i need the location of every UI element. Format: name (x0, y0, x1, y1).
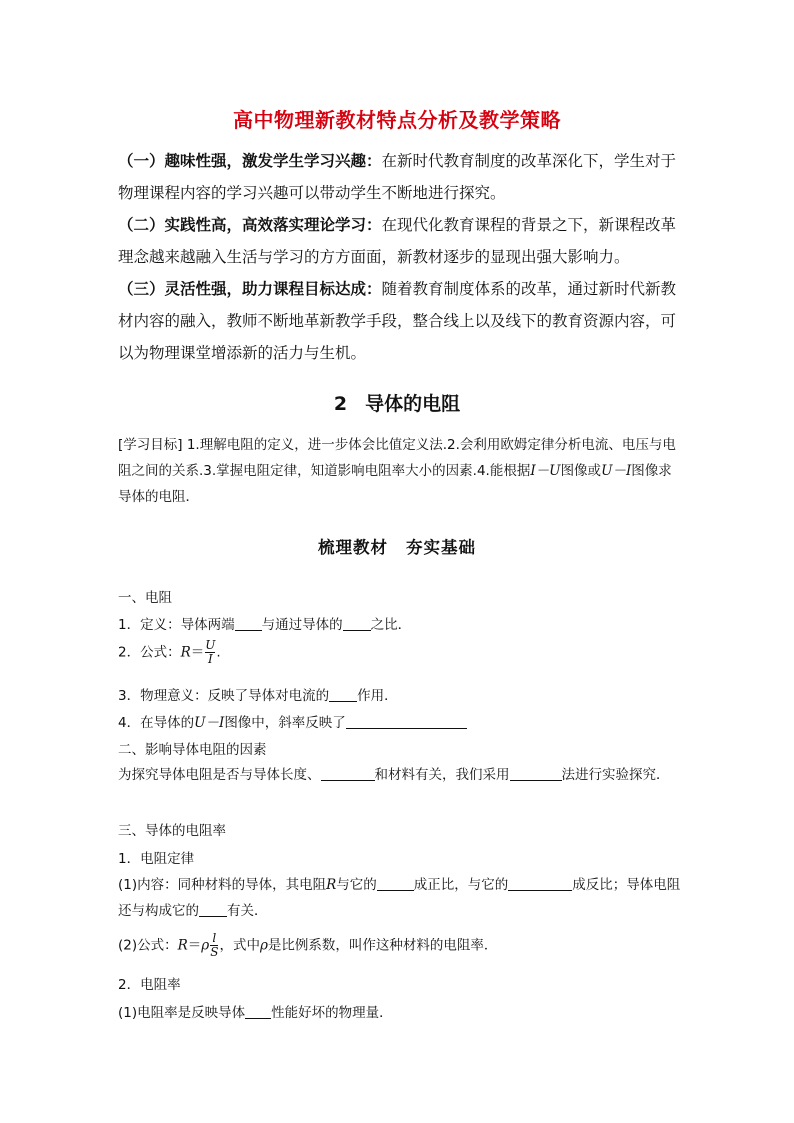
blank (235, 616, 262, 631)
intro-heading-2: （二）实践性高，高效落实理论学习： (118, 216, 382, 234)
item-definition (118, 613, 411, 633)
numerator-l: l (212, 931, 217, 945)
factors-paragraph (118, 762, 682, 788)
blank (199, 902, 227, 917)
meaning-text-a: 3．物理意义：反映了导体对电流的 (118, 688, 330, 704)
equals-sign: ＝ (187, 937, 202, 954)
subsection-title-a: 梳理教材 (318, 538, 388, 557)
item-resistance-law: 1．电阻定律 (118, 851, 195, 867)
definition-text-b: 与通过导体的 (261, 617, 343, 633)
item-physical-meaning (118, 684, 398, 704)
law-text-d: 成反比；导体电阻还与构成它的 (118, 877, 681, 919)
denominator-i: I (205, 652, 215, 666)
law-text-b: 与它的 (336, 877, 377, 893)
blank (377, 876, 414, 891)
definition-text-a: 1．定义：导体两端 (118, 617, 235, 633)
item-resistivity: 2．电阻率 (118, 977, 181, 993)
law-formula-text-b: 是比例系数，叫作这种材料的电阻率． (267, 937, 498, 954)
item-formula (118, 639, 221, 666)
item-resistivity-meaning (118, 1001, 393, 1021)
goals-end: 图像求导体的电阻． (118, 463, 672, 505)
resistivity-text-a: (1)电阻率是反映导体 (118, 1005, 246, 1021)
blank (245, 1004, 271, 1019)
intro-heading-3: （三）灵活性强，助力课程目标达成： (118, 280, 382, 298)
symbol-rho: ρ (201, 937, 210, 954)
heading-resistivity: 三、导体的电阻率 (118, 823, 226, 839)
factors-text-b: 和材料有关，我们采用 (374, 767, 510, 783)
law-text-a: (1)内容：同种材料的导体，其电阻 (118, 877, 327, 893)
meaning-text-b: 作用． (357, 688, 398, 704)
symbol-r: R (177, 937, 188, 954)
denominator-s: S (210, 945, 219, 959)
subsection-heading (0, 534, 794, 558)
goals-mid: 图像或 (560, 463, 602, 479)
blank (321, 766, 375, 781)
blank (510, 766, 562, 781)
fraction-u-over-i (205, 639, 215, 666)
law-content-paragraph (118, 872, 682, 924)
equals-sign: ＝ (190, 644, 205, 661)
intro-paragraph-1 (118, 145, 680, 209)
section-heading (0, 389, 794, 416)
learning-goals (118, 432, 682, 510)
law-text-e: 有关． (227, 903, 268, 919)
page-title: 高中物理新教材特点分析及教学策略 (233, 108, 561, 132)
intro-text-2: 在现代化教育课程的背景之下，新课程改革理念越来越融入生活与学习的方方面面，新教材逐步的显现出强大影响力。 (118, 216, 677, 266)
iu-symbol: I－U (530, 463, 561, 479)
factors-text-c: 法进行实验探究． (561, 767, 670, 783)
heading-resistance: 一、电阻 (118, 590, 172, 606)
formula-period: . (216, 644, 221, 661)
slope-text-a: 4．在导体的 (118, 715, 195, 731)
item-slope (118, 711, 467, 731)
slope-text-b: 图像中，斜率反映了 (224, 715, 346, 731)
ui-symbol: U－I (194, 715, 225, 731)
subsection-title-b: 夯实基础 (406, 538, 476, 557)
ui-symbol: U－I (601, 463, 632, 479)
intro-paragraph-2 (118, 209, 680, 273)
blank (343, 616, 371, 631)
blank (329, 687, 357, 702)
law-formula-text-a: ，式中 (219, 937, 260, 954)
blank (346, 714, 467, 729)
numerator-u: U (205, 638, 216, 652)
formula-label: 2．公式： (118, 644, 181, 661)
intro-heading-1: （一）趣味性强，激发学生学习兴趣： (118, 152, 382, 170)
resistivity-text-b: 性能好坏的物理量． (271, 1005, 393, 1021)
blank (508, 876, 572, 891)
definition-text-c: 之比． (370, 617, 412, 633)
symbol-r: R (326, 877, 337, 893)
item-law-formula (118, 932, 497, 959)
intro-text-1: 在新时代教育制度的改革深化下，学生对于物理课程内容的学习兴趣可以带动学生不断地进行探究。 (118, 152, 677, 202)
goals-label: [学习目标] (118, 437, 183, 453)
intro-paragraph-3 (118, 273, 680, 369)
factors-text-a: 为探究导体电阻是否与导体长度、 (118, 767, 321, 783)
section-title: 导体的电阻 (365, 393, 461, 415)
law-formula-label: (2)公式： (118, 937, 178, 954)
law-text-c: 成正比，与它的 (413, 877, 509, 893)
goals-text: 1.理解电阻的定义，进一步体会比值定义法.2.会利用欧姆定律分析电流、电压与电阻之间的关系.3.掌握电阻定律，知道影响电阻率大小的因素.4.能根据 (118, 437, 676, 479)
symbol-r: R (180, 644, 191, 661)
symbol-rho: ρ (259, 937, 268, 954)
intro-text-3: 随着教育制度体系的改革，通过新时代新教材内容的融入，教师不断地革新教学手段，整合线上以及线下的教育资源内容，可以为物理课堂增添新的活力与生机。 (118, 280, 677, 362)
heading-factors: 二、影响导体电阻的因素 (118, 742, 267, 758)
section-number: 2 (333, 393, 348, 415)
fraction-l-over-s (210, 932, 218, 959)
